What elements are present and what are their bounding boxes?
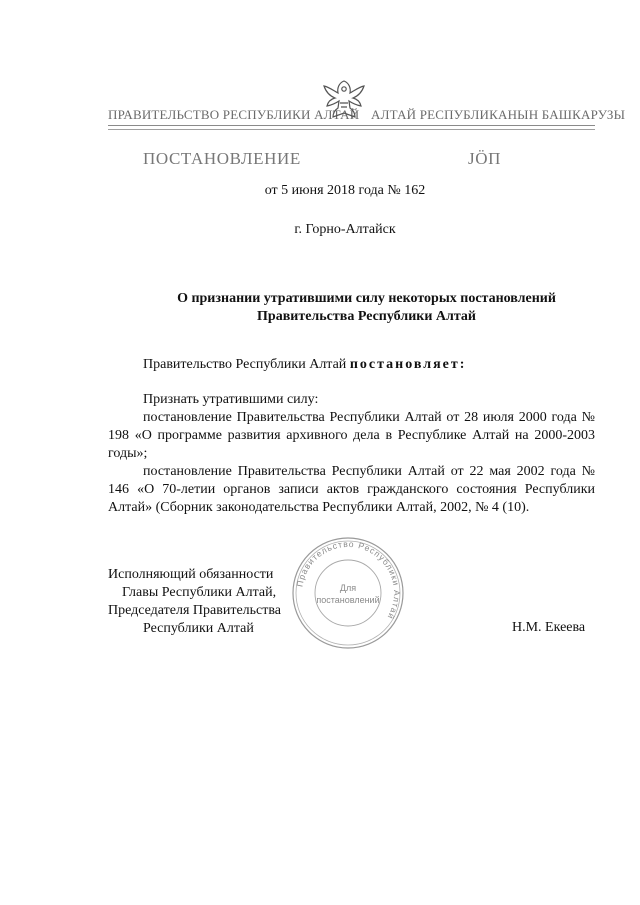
altai-emblem-icon — [318, 75, 370, 123]
decree-line — [143, 357, 466, 373]
decree-verb: постановляет: — [349, 357, 467, 372]
stamp-ring-text: Правительство Республики Алтай — [294, 538, 403, 622]
signatory-line-2: Главы Республики Алтай, — [122, 585, 277, 600]
body-paragraph: Признать утратившими силу: — [143, 392, 319, 407]
svg-text:Правительство Республики Алтай — [294, 539, 402, 622]
signatory-line-1: Исполняющий обязанности — [108, 567, 274, 582]
header-left-org: ПРАВИТЕЛЬСТВО РЕСПУБЛИКИ АЛТАЙ — [108, 107, 360, 122]
signatory-title — [108, 566, 281, 638]
decree-prefix: Правительство Республики Алтай — [143, 357, 350, 372]
header-right-org: АЛТАЙ РЕСПУБЛИКАНЫН БАШКАРУЗЫ — [371, 107, 626, 122]
body-paragraph: постановление Правительства Республики Алтай от 28 июля 2000 года № 198 «О программе развития архивного дела в Республике Алтай на 2000-2003 годы»; — [108, 410, 595, 461]
body-paragraph: постановление Правительства Республики Алтай от 22 мая 2002 года № 146 «О 70-летии органов записи актов гражданского состояния Республики Алтай» (Сборник законодательства Республики Алтай, 2002, № 4 (10). — [108, 464, 595, 515]
doc-type-label-altai: ЈӦП — [468, 149, 501, 168]
document-city: г. Горно-Алтайск — [294, 222, 396, 237]
official-stamp — [290, 535, 406, 651]
stamp-center-line-2: постановлений — [316, 595, 380, 605]
title-line-2: Правительства Республики Алтай — [257, 309, 476, 324]
title-line-1: О признании утратившими силу некоторых постановлений — [177, 291, 556, 306]
document-title — [108, 290, 595, 326]
header-divider — [108, 125, 595, 126]
signatory-name: Н.М. Екеева — [512, 620, 586, 635]
stamp-center-line-1: Для — [339, 583, 357, 593]
signatory-line-4: Республики Алтай — [143, 621, 254, 636]
header-divider-thin — [108, 129, 595, 130]
document-date-number: от 5 июня 2018 года № 162 — [264, 183, 426, 198]
document-body — [108, 391, 595, 517]
signatory-line-3: Председателя Правительства — [108, 603, 282, 618]
doc-type-label: ПОСТАНОВЛЕНИЕ — [143, 149, 301, 168]
